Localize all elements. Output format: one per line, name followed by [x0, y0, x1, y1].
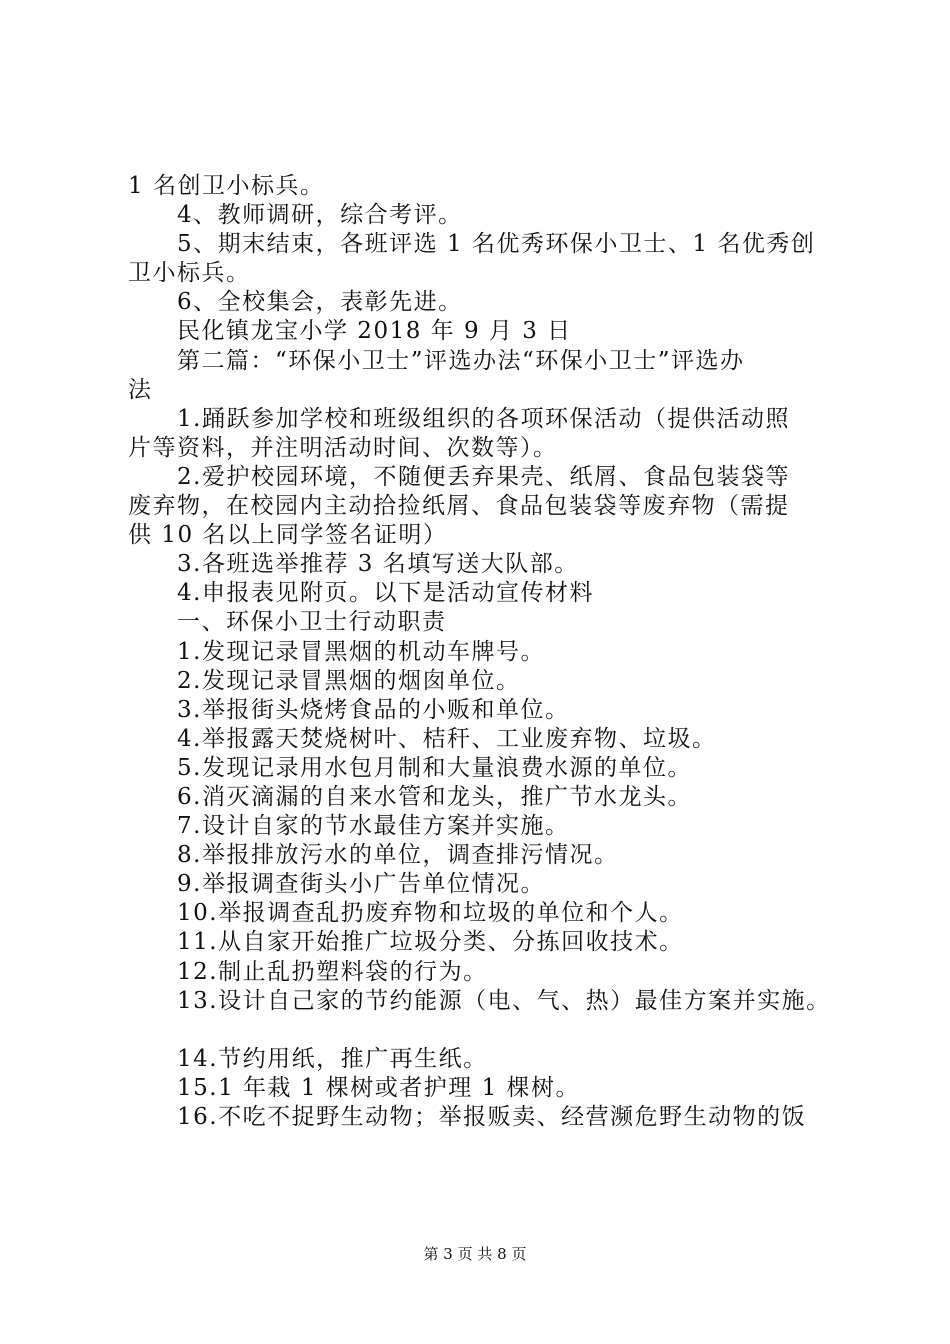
text-line: 3.举报街头烧烤食品的小贩和单位。 — [177, 696, 570, 723]
text-line: 9.举报调查街头小广告单位情况。 — [177, 871, 545, 898]
text-line: 6、全校集会，表彰先进。 — [177, 289, 463, 316]
text-line: 16.不吃不捉野生动物；举报贩卖、经营濒危野生动物的饭 — [177, 1104, 807, 1130]
text-line: 民化镇龙宝小学 2018 年 9 月 3 日 — [177, 318, 572, 345]
document-body — [128, 172, 838, 1132]
text-line: 15.1 年栽 1 棵树或者护理 1 棵树。 — [177, 1074, 581, 1101]
text-line: 1.踊跃参加学校和班级组织的各项环保活动（提供活动照 — [177, 405, 790, 432]
text-line: 7.设计自家的节水最佳方案并实施。 — [177, 813, 570, 840]
text-line: 8.举报排放污水的单位，调查排污情况。 — [177, 842, 619, 869]
text-line: 1.发现记录冒黑烟的机动车牌号。 — [177, 638, 545, 665]
text-line: 1 名创卫小标兵。 — [128, 173, 325, 199]
text-line: 4、教师调研，综合考评。 — [177, 202, 463, 229]
text-line: 2.爱护校园环境，不随便丢弃果壳、纸屑、食品包装袋等 — [177, 463, 790, 490]
text-line: 11.从自家开始推广垃圾分类、分拣回收技术。 — [177, 929, 684, 956]
text-line: 12.制止乱扔塑料袋的行为。 — [177, 958, 488, 985]
text-line: 5、期末结束，各班评选 1 名优秀环保小卫士、1 名优秀创 — [177, 231, 816, 258]
text-line: 供 10 名以上同学签名证明） — [128, 522, 448, 549]
text-line: 2.发现记录冒黑烟的烟囱单位。 — [177, 667, 521, 694]
text-line: 6.消灭滴漏的自来水管和龙头，推广节水龙头。 — [177, 783, 692, 810]
text-line: 第二篇：“环保小卫士”评选办法“环保小卫士”评选办 — [177, 347, 745, 374]
blank-line — [128, 1016, 838, 1045]
text-line: 4.举报露天焚烧树叶、桔秆、工业废弃物、垃圾。 — [177, 725, 717, 752]
text-line: 片等资料，并注明活动时间、次数等）。 — [128, 434, 558, 461]
text-line: 3.各班选举推荐 3 名填写送大队部。 — [177, 551, 579, 578]
text-line: 废弃物，在校园内主动拾捡纸屑、食品包装袋等废弃物（需提 — [128, 493, 790, 520]
page-footer: 第 3 页 共 8 页 — [423, 1245, 527, 1263]
text-line: 14.节约用纸，推广再生纸。 — [177, 1045, 488, 1072]
text-line: 5.发现记录用水包月制和大量浪费水源的单位。 — [177, 754, 692, 781]
text-line: 10.举报调查乱扔废弃物和垃圾的单位和个人。 — [177, 900, 684, 927]
text-line: 一、环保小卫士行动职责 — [177, 609, 447, 636]
text-line: 4.申报表见附页。以下是活动宣传材料 — [177, 580, 594, 607]
text-line: 卫小标兵。 — [128, 260, 251, 287]
text-line: 13.设计自己家的节约能源（电、气、热）最佳方案并实施。 — [177, 987, 831, 1014]
text-line: 法 — [128, 376, 153, 403]
